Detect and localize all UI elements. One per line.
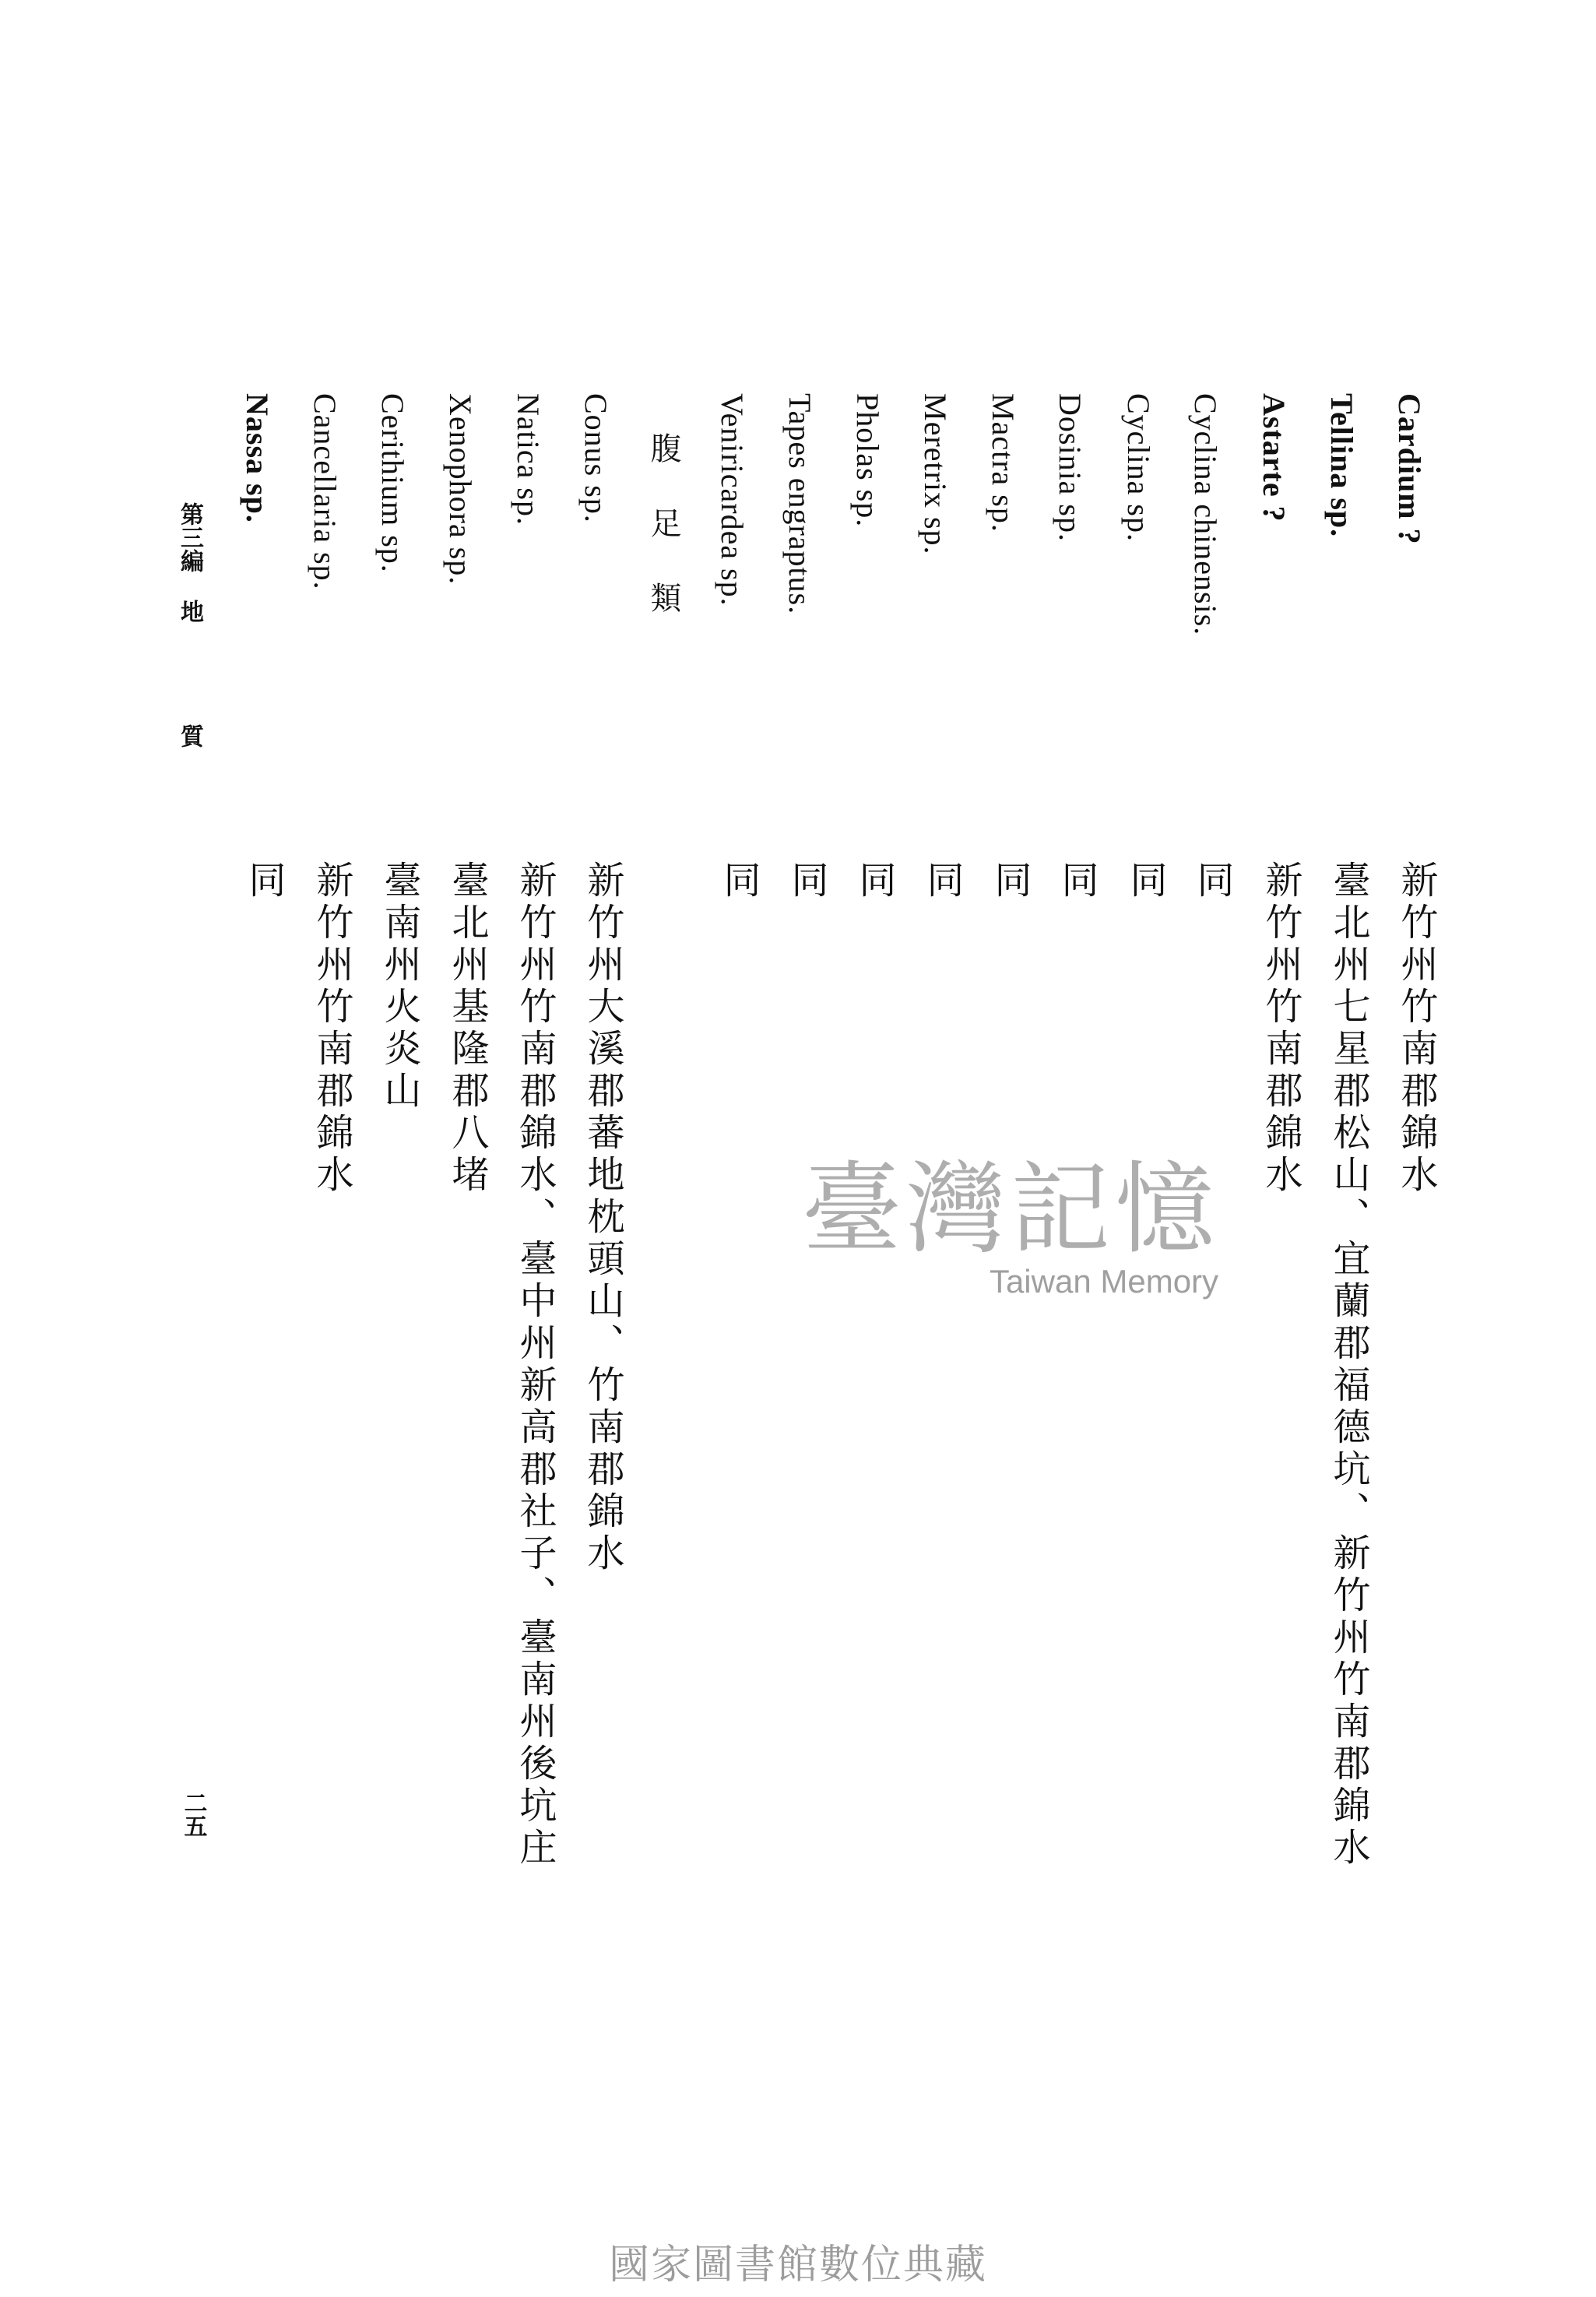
running-header: 第三編 地 xyxy=(176,502,203,623)
specimen-name-cyclina: Cyclina sp. xyxy=(1121,393,1156,542)
locality-tapes: 同 xyxy=(785,860,828,902)
specimen-name-tapes: Tapes engraptus. xyxy=(782,393,817,615)
locality-cyclina-chinensis: 同 xyxy=(1190,860,1234,902)
archive-footer: 國家圖書館數位典藏 xyxy=(608,2242,987,2288)
specimen-name-cerithium: Cerithium sp. xyxy=(375,393,410,573)
specimen-name-astarte: Astarte ? xyxy=(1257,393,1292,522)
taiwan-memory-watermark xyxy=(802,1152,1220,1300)
specimen-name-mactra: Mactra sp. xyxy=(986,393,1021,533)
locality-mactra: 同 xyxy=(988,860,1032,902)
locality-tellina: 臺北州七星郡松山、宜蘭郡福德坑、新竹州竹南郡錦水 xyxy=(1327,860,1370,1870)
locality-cancellaria: 新竹州竹南郡錦水 xyxy=(310,860,353,1197)
locality-pholas: 同 xyxy=(852,860,896,902)
locality-cardium: 新竹州竹南郡錦水 xyxy=(1394,860,1438,1197)
specimen-name-cardium: Cardium ? xyxy=(1392,393,1427,545)
locality-veniricardea: 同 xyxy=(717,860,761,902)
locality-cyclina: 同 xyxy=(1123,860,1167,902)
specimen-name-meretrix: Meretrix sp. xyxy=(918,393,953,555)
specimen-name-cyclina-chinensis: Cyclina chinensis. xyxy=(1188,393,1223,636)
locality-xenophora: 臺北州基隆郡八堵 xyxy=(445,860,489,1197)
watermark-english: Taiwan Memory xyxy=(989,1263,1219,1300)
specimen-name-nassa: Nassa sp. xyxy=(240,393,275,523)
specimen-name-dosinia: Dosinia sp. xyxy=(1053,393,1088,542)
locality-cerithium: 臺南州火炎山 xyxy=(378,860,421,1113)
specimen-name-natica: Natica sp. xyxy=(511,393,546,526)
locality-dosinia: 同 xyxy=(1055,860,1099,902)
page-number: 二五 xyxy=(179,1791,207,1838)
locality-meretrix: 同 xyxy=(920,860,964,902)
specimen-name-cancellaria: Cancellaria sp. xyxy=(308,393,343,590)
locality-conus: 新竹州大溪郡蕃地枕頭山、竹南郡錦水 xyxy=(581,860,624,1575)
locality-astarte: 新竹州竹南郡錦水 xyxy=(1259,860,1302,1197)
specimen-name-pholas: Pholas sp. xyxy=(850,393,885,528)
specimen-name-conus: Conus sp. xyxy=(578,393,613,523)
specimen-name-tellina: Tellina sp. xyxy=(1324,393,1359,538)
watermark-logo: 臺灣記憶 xyxy=(802,1152,1220,1268)
specimen-name-veniricardea: Veniricardea sp. xyxy=(715,393,750,607)
gastropod-heading: 腹足類 xyxy=(645,432,681,656)
running-header-end: 質 xyxy=(176,724,203,747)
locality-natica: 新竹州竹南郡錦水、臺中州新高郡社子、臺南州後坑庄 xyxy=(513,860,557,1870)
specimen-name-xenophora: Xenophora sp. xyxy=(443,393,478,586)
locality-nassa: 同 xyxy=(242,860,286,902)
